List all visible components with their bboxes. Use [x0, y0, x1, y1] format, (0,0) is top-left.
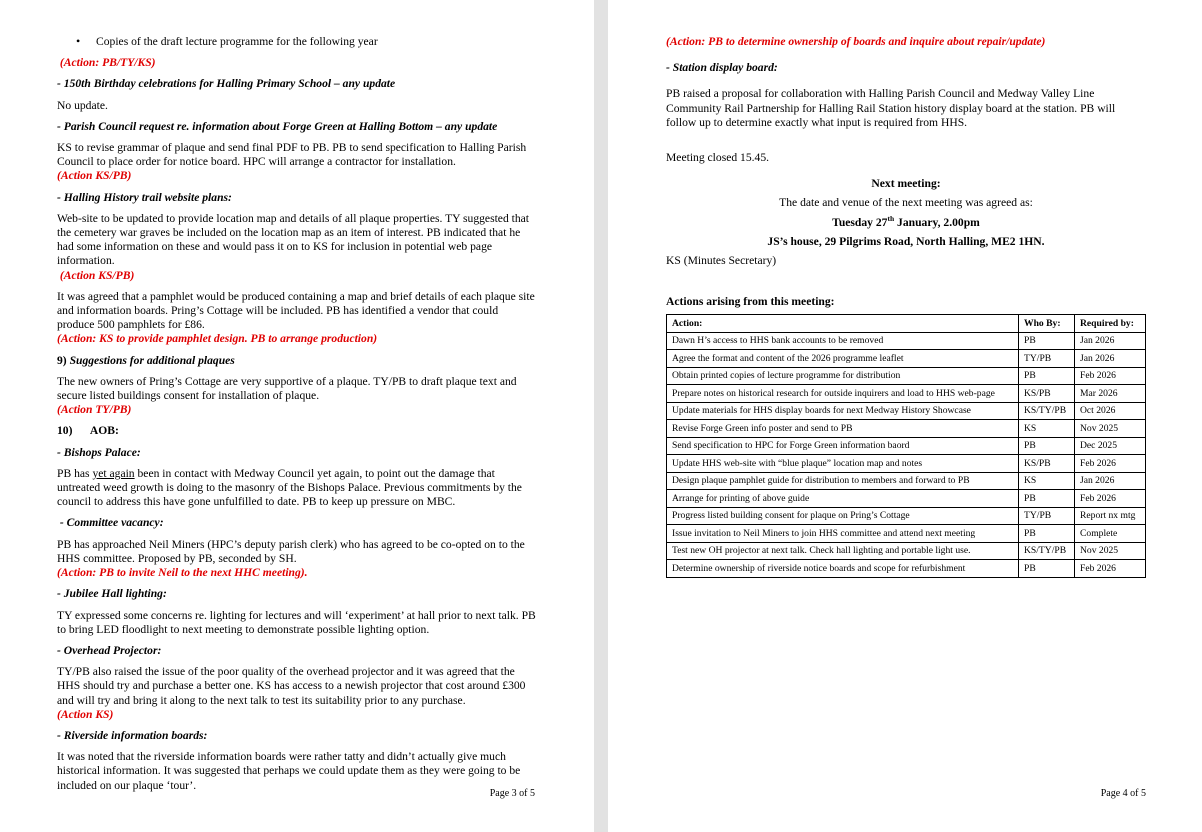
- table-cell: Send specification to HPC for Forge Green information baord: [667, 437, 1019, 455]
- action-note: (Action KS/PB): [57, 268, 135, 282]
- table-cell: Complete: [1075, 525, 1146, 543]
- action-note: (Action KS): [57, 707, 114, 721]
- paragraph: Meeting closed 15.45.: [666, 151, 770, 165]
- table-row: [667, 560, 1146, 578]
- paragraph: It was noted that the riverside information boards were rather tatty and didn’t actually give much historical information. It was suggested that perhaps we could update them as they were going to be included on our plaque ‘tour’.: [57, 750, 521, 792]
- table-cell: Dawn H’s access to HHS bank accounts to be removed: [667, 332, 1019, 350]
- section-heading: - Committee vacancy:: [57, 516, 164, 530]
- table-cell: KS/PB: [1019, 385, 1075, 403]
- table-row: [667, 472, 1146, 490]
- action-note: (Action KS/PB): [57, 169, 132, 183]
- table-cell: KS/TY/PB: [1019, 402, 1075, 420]
- table-cell: Determine ownership of riverside notice boards and scope for refurbishment: [667, 560, 1019, 578]
- table-cell: Revise Forge Green info poster and send to PB: [667, 420, 1019, 438]
- paragraph: It was agreed that a pamphlet would be produced containing a map and brief details of each plaque site and information boards. Pring’s Cottage will be included. PB has identified a vendor that could produce 500 pamphlets for £86.: [57, 289, 535, 332]
- document-page-3: [0, 0, 594, 832]
- table-cell: Dec 2025: [1075, 437, 1146, 455]
- table-row: [667, 402, 1146, 420]
- table-cell: Design plaque pamphlet guide for distribution to members and forward to PB: [667, 472, 1019, 490]
- action-note: (Action: PB/TY/KS): [57, 56, 156, 70]
- table-cell: PB: [1019, 332, 1075, 350]
- table-cell: Jan 2026: [1075, 472, 1146, 490]
- table-header-cell: Action:: [667, 315, 1019, 333]
- section-heading: - Station display board:: [666, 61, 778, 75]
- table-cell: Mar 2026: [1075, 385, 1146, 403]
- centered-bold-line: JS’s house, 29 Pilgrims Road, North Halling, ME2 1HN.: [767, 234, 1045, 248]
- action-note: (Action: PB to determine ownership of boards and inquire about repair/update): [666, 35, 1046, 48]
- table-cell: Jan 2026: [1075, 332, 1146, 350]
- actions-table-body: [667, 332, 1146, 577]
- section-heading: - Riverside information boards:: [57, 728, 208, 742]
- table-cell: Nov 2025: [1075, 420, 1146, 438]
- section-heading: 9) Suggestions for additional plaques: [57, 353, 235, 367]
- table-cell: Update materials for HHS display boards for next Medway History Showcase: [667, 402, 1019, 420]
- centered-line: The date and venue of the next meeting was agreed as:: [779, 196, 1033, 210]
- table-row: [667, 420, 1146, 438]
- table-cell: TY/PB: [1019, 507, 1075, 525]
- paragraph: No update.: [57, 98, 108, 112]
- table-cell: PB: [1019, 367, 1075, 385]
- table-header-cell: Who By:: [1019, 315, 1075, 333]
- table-header-cell: Required by:: [1075, 315, 1146, 333]
- table-cell: TY/PB: [1019, 350, 1075, 368]
- table-row: [667, 385, 1146, 403]
- table-cell: Feb 2026: [1075, 490, 1146, 508]
- section-heading: - Halling History trail website plans:: [57, 190, 232, 204]
- table-cell: Oct 2026: [1075, 402, 1146, 420]
- action-note: (Action: PB to invite Neil to the next HHC meeting).: [57, 566, 308, 580]
- table-cell: Feb 2026: [1075, 367, 1146, 385]
- table-row: [667, 455, 1146, 473]
- table-cell: PB: [1019, 490, 1075, 508]
- bullet-icon: •: [76, 34, 81, 48]
- table-cell: Report nx mtg: [1075, 507, 1146, 525]
- paragraph: TY/PB also raised the issue of the poor quality of the overhead projector and it was agreed that the HHS should try and purchase a better one. KS has access to a newish projector that cost around £300 and will try and bring it along to the next talk to test its suitability prior to any purchase.: [57, 665, 526, 707]
- document-page-4: [608, 0, 1202, 832]
- table-row: [667, 525, 1146, 543]
- table-cell: Progress listed building consent for plaque on Pring’s Cottage: [667, 507, 1019, 525]
- page-number: Page 3 of 5: [489, 788, 535, 799]
- page-gutter: [594, 0, 608, 832]
- table-cell: Nov 2025: [1075, 542, 1146, 560]
- paragraph: KS to revise grammar of plaque and send final PDF to PB. PB to send specification to Halling Parish Council to place order for notice board. HPC will arrange a contractor for installation.: [57, 141, 527, 169]
- bullet-item: • Copies of the draft lecture programme for the following year: [76, 34, 378, 48]
- action-note: (Action: KS to provide pamphlet design. PB to arrange production): [57, 332, 378, 346]
- section-heading: 10) AOB:: [57, 424, 119, 438]
- actions-table-head: [667, 315, 1146, 333]
- table-cell: Issue invitation to Neil Miners to join HHS committee and attend next meeting: [667, 525, 1019, 543]
- page-4-content: [666, 35, 1146, 309]
- table-row: [667, 437, 1146, 455]
- table-cell: KS/TY/PB: [1019, 542, 1075, 560]
- table-row: [667, 332, 1146, 350]
- table-row: [667, 367, 1146, 385]
- table-title: Actions arising from this meeting:: [666, 295, 835, 309]
- table-cell: PB: [1019, 560, 1075, 578]
- section-heading: - Jubilee Hall lighting:: [57, 587, 167, 601]
- centered-bold-line: Next meeting:: [871, 177, 941, 191]
- table-cell: Test new OH projector at next talk. Check hall lighting and portable light use.: [667, 542, 1019, 560]
- actions-table: [666, 314, 1146, 578]
- paragraph: PB has approached Neil Miners (HPC’s deputy parish clerk) who has agreed to be co-opted on to the HHS committee. Proposed by PB, seconded by SH.: [57, 537, 525, 565]
- table-cell: Arrange for printing of above guide: [667, 490, 1019, 508]
- table-row: [667, 350, 1146, 368]
- paragraph: The new owners of Pring’s Cottage are very supportive of a plaque. TY/PB to draft plaque text and secure listed buildings consent for installation of plaque.: [57, 374, 517, 403]
- section-heading: - Bishops Palace:: [57, 445, 141, 459]
- table-cell: Jan 2026: [1075, 350, 1146, 368]
- section-heading: - Parish Council request re. information about Forge Green at Halling Bottom – any update: [57, 119, 498, 133]
- table-row: [667, 542, 1146, 560]
- paragraph: KS (Minutes Secretary): [666, 254, 777, 268]
- table-cell: Feb 2026: [1075, 455, 1146, 473]
- table-cell: Prepare notes on historical research for outside inquirers and load to HHS web-page: [667, 385, 1019, 403]
- paragraph: PB has yet again been in contact with Medway Council yet again, to point out the damage that untreated weed growth is doing to the masonry of the Bishops Palace. Previous commitments by the council to address this have gone unfulfilled to date. PB to keep up pressure on MBC.: [57, 466, 522, 509]
- centered-bold-line: Tuesday 27th January, 2.00pm: [832, 213, 980, 229]
- table-cell: Agree the format and content of the 2026 programme leaflet: [667, 350, 1019, 368]
- action-note: (Action TY/PB): [57, 403, 132, 417]
- table-cell: KS/PB: [1019, 455, 1075, 473]
- table-cell: Update HHS web-site with “blue plaque” location map and notes: [667, 455, 1019, 473]
- table-header-row: [667, 315, 1146, 333]
- paragraph: PB raised a proposal for collaboration with Halling Parish Council and Medway Valley Line Community Rail Partnership for Halling Rail Station history display board at the station. PB will follow up to determine exactly what input is required from HHS.: [666, 87, 1116, 129]
- page-number: Page 4 of 5: [1100, 788, 1146, 799]
- table-cell: KS: [1019, 472, 1075, 490]
- table-cell: PB: [1019, 525, 1075, 543]
- page-3-content: [57, 35, 537, 793]
- table-cell: Feb 2026: [1075, 560, 1146, 578]
- table-cell: PB: [1019, 437, 1075, 455]
- paragraph: Web-site to be updated to provide location map and details of all plaque properties. TY suggested that the cemetery war graves be included on the location map as an item of interest. PB indicated that he had some information on these and would pass it on to KS for inclusion in potential web page information.: [57, 211, 530, 268]
- table-cell: KS: [1019, 420, 1075, 438]
- paragraph: TY expressed some concerns re. lighting for lectures and will ‘experiment’ at hall prior to next talk. PB to bring LED floodlight to next meeting to demonstrate possible lighting option.: [57, 608, 536, 636]
- section-heading: - Overhead Projector:: [57, 643, 162, 657]
- section-heading: - 150th Birthday celebrations for Halling Primary School – any update: [57, 77, 396, 91]
- table-row: [667, 507, 1146, 525]
- table-row: [667, 490, 1146, 508]
- table-cell: Obtain printed copies of lecture programme for distribution: [667, 367, 1019, 385]
